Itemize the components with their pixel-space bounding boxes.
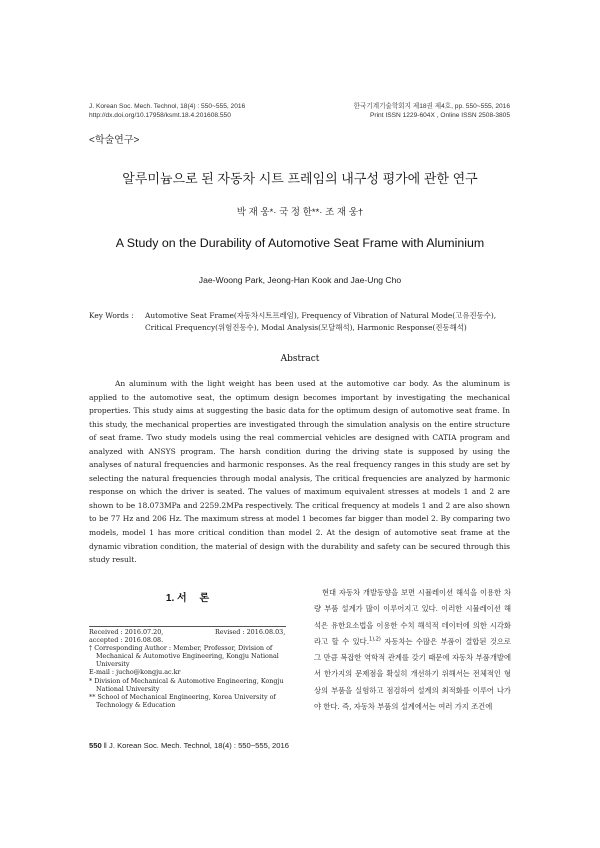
- intro-text-part-1: 현대 자동차 개발동향을 보면 시뮬레이션 해석을 이용한 차량 부품 설계가 많이 이루어지고 있다. 이러한 시뮬레이션 해석은 유한요소법을 이용한 수치 해석적 데이터에 의한 시각화라고 할 수 있다.: [314, 588, 511, 646]
- keywords-text: Automotive Seat Frame(자동차시트프레임), Frequency of Vibration of Natural Mode(고유진동수), Critical Frequency(위험진동수), Modal Analysis(모달해석), Harmonic Response(진동해석): [145, 311, 497, 332]
- accepted-date: accepted : 2016.08.08.: [89, 636, 164, 645]
- received-date: Received : 2016.07.20,: [89, 628, 164, 636]
- abstract-heading: Abstract: [280, 354, 320, 364]
- keywords-label: Key Words :: [89, 311, 134, 320]
- footer-citation: J. Korean Soc. Mech. Technol, 18(4) : 550~555, 2016: [109, 741, 289, 750]
- paper-title-korean: 알루미늄으로 된 자동차 시트 프레임의 내구성 평가에 관한 연구: [122, 171, 478, 186]
- section-heading-introduction: 1. 서 론: [165, 593, 210, 604]
- authors-korean: 박 재 웅*· 국 정 한**· 조 재 웅†: [236, 207, 364, 218]
- received-revised-row: [89, 628, 289, 636]
- footer-separator: ‖: [103, 741, 110, 750]
- page-number: 550: [89, 741, 102, 750]
- journal-citation-ko: 한국기계기술학회지 제18권 제4호, pp. 550~555, 2016: [353, 103, 510, 110]
- corresponding-author-note: † Corresponding Author : Member, Professor, Division of Mechanical & Automotive Engineering, Kongju National University: [89, 644, 279, 669]
- reference-citation[interactable]: 1),2): [369, 636, 381, 643]
- revised-date: Revised : 2016.08.03,: [215, 628, 286, 636]
- journal-citation: J. Korean Soc. Mech. Technol, 18(4) : 550~555, 2016: [89, 103, 246, 110]
- issn-line: Print ISSN 1229-604X , Online ISSN 2508-3805: [369, 112, 510, 119]
- journal-header-right: [270, 102, 510, 120]
- article-category: <학술연구>: [89, 135, 140, 146]
- intro-text-part-2: 자동차는 수많은 부품이 결합된 것으로 그 만큼 복잡한 역학적 관계를 갖기 때문에 자동차 부품개발에서 한가지의 문제점을 확실히 개선하기 위해서는 전체적인 형상의 부품을 실험하고 점검하여 설계의 최적화를 이루어 나가야 한다. 즉, 자동차 부품의 설계에서는 여러 가지 조건에: [314, 636, 511, 712]
- corresponding-email: E-mail : jucho@kongju.ac.kr: [89, 668, 181, 677]
- page-footer: [89, 741, 289, 750]
- introduction-body-text: [314, 585, 511, 715]
- authors-english: Jae-Woong Park, Jeong-Han Kook and Jae-Ung Cho: [198, 275, 402, 285]
- paper-title-english: A Study on the Durability of Automotive Seat Frame with Aluminium: [115, 236, 485, 250]
- abstract-text: An aluminum with the light weight has been used at the automotive car body. As the aluminum is applied to the automotive seat, the optimum design becomes important by investigating the mechanical properties. This study aims at suggesting the basic data for the optimum design of automotive seat frame. In this study, the mechanical properties are investigated through the simulation analysis on the entire structure of seat frame. Two study models using the real commercial vehicles are designed with CATIA program and analyzed with ANSYS program. The harsh condition during the driving state is supposed by using the analyses of natural frequencies and harmonic responses. As the real frequency ranges in this study are set by selecting the natural frequencies through modal analysis, The critical frequencies are analyzed by harmonic response on which the driver is seated. The values of maximum equivalent stresses at models 1 and 2 are shown to be 18.073MPa and 2259.2MPa respectively. The critical frequency at models 1 and 2 are also shown to be 77 Hz and 206 Hz. The maximum stress at model 1 becomes far bigger than model 2. By comparing two models, model 1 has more critical condition than model 2. At the design of automotive seat frame at the dynamic vibration condition, the material of design with the durability and safety can be secured through this study result.: [89, 379, 510, 565]
- footnote-divider: [89, 626, 286, 627]
- doi-link[interactable]: http://dx.doi.org/10.17958/ksmt.18.4.201608.550: [89, 112, 231, 119]
- affiliation-1: * Division of Mechanical & Automotive Engineering, Kongju National University: [89, 676, 284, 693]
- affiliation-2: ** School of Mechanical Engineering, Korea University of Technology & Education: [89, 692, 276, 709]
- footnotes: [89, 628, 289, 709]
